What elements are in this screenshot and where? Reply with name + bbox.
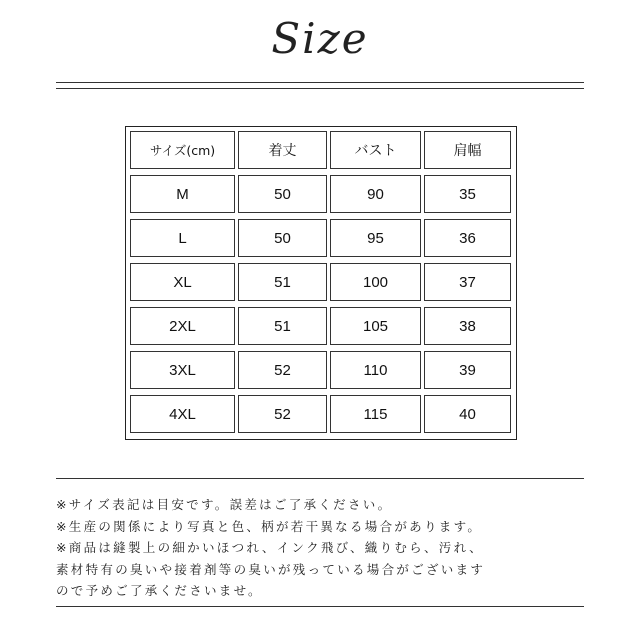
row-size-label: 3XL	[130, 351, 235, 389]
row-shoulder-value: 38	[424, 307, 511, 345]
header-shoulder: 肩幅	[424, 131, 511, 169]
note-line: ※サイズ表記は目安です。誤差はご了承ください。	[56, 497, 393, 512]
header-length: 着丈	[238, 131, 327, 169]
row-shoulder-value: 35	[424, 175, 511, 213]
row-size-label: L	[130, 219, 235, 257]
row-bust-value: 110	[330, 351, 421, 389]
row-bust-value: 100	[330, 263, 421, 301]
row-bust-value: 105	[330, 307, 421, 345]
note-line: ので予めご了承くださいませ。	[56, 583, 263, 598]
row-size-label: M	[130, 175, 235, 213]
row-bust-value: 115	[330, 395, 421, 433]
row-shoulder-value: 40	[424, 395, 511, 433]
row-size-label: 4XL	[130, 395, 235, 433]
note-line: ※商品は縫製上の細かいほつれ、インク飛び、織りむら、汚れ、	[56, 540, 484, 555]
notes-block	[56, 494, 586, 602]
row-shoulder-value: 37	[424, 263, 511, 301]
note-line: ※生産の関係により写真と色、柄が若干異なる場合があります。	[56, 518, 483, 534]
row-size-label: 2XL	[130, 307, 235, 345]
row-length-value: 51	[238, 263, 327, 301]
row-shoulder-value: 36	[424, 219, 511, 257]
size-table-frame	[125, 126, 517, 440]
row-shoulder-value: 39	[424, 351, 511, 389]
title-divider-bottom	[56, 88, 584, 89]
row-length-value: 50	[238, 175, 327, 213]
notes-divider-top	[56, 478, 584, 479]
row-length-value: 51	[238, 307, 327, 345]
row-length-value: 52	[238, 351, 327, 389]
note-line: 素材特有の臭いや接着剤等の臭いが残っている場合がございます	[56, 561, 486, 577]
row-length-value: 50	[238, 219, 327, 257]
row-length-value: 52	[238, 395, 327, 433]
row-bust-value: 90	[330, 175, 421, 213]
notes-divider-bottom	[56, 606, 584, 607]
size-table	[130, 131, 511, 434]
header-size: サイズ(cm)	[130, 131, 235, 169]
header-bust: バスト	[330, 131, 421, 169]
row-bust-value: 95	[330, 219, 421, 257]
title-divider-top	[56, 82, 584, 83]
page-title: Size	[271, 14, 369, 63]
row-size-label: XL	[130, 263, 235, 301]
